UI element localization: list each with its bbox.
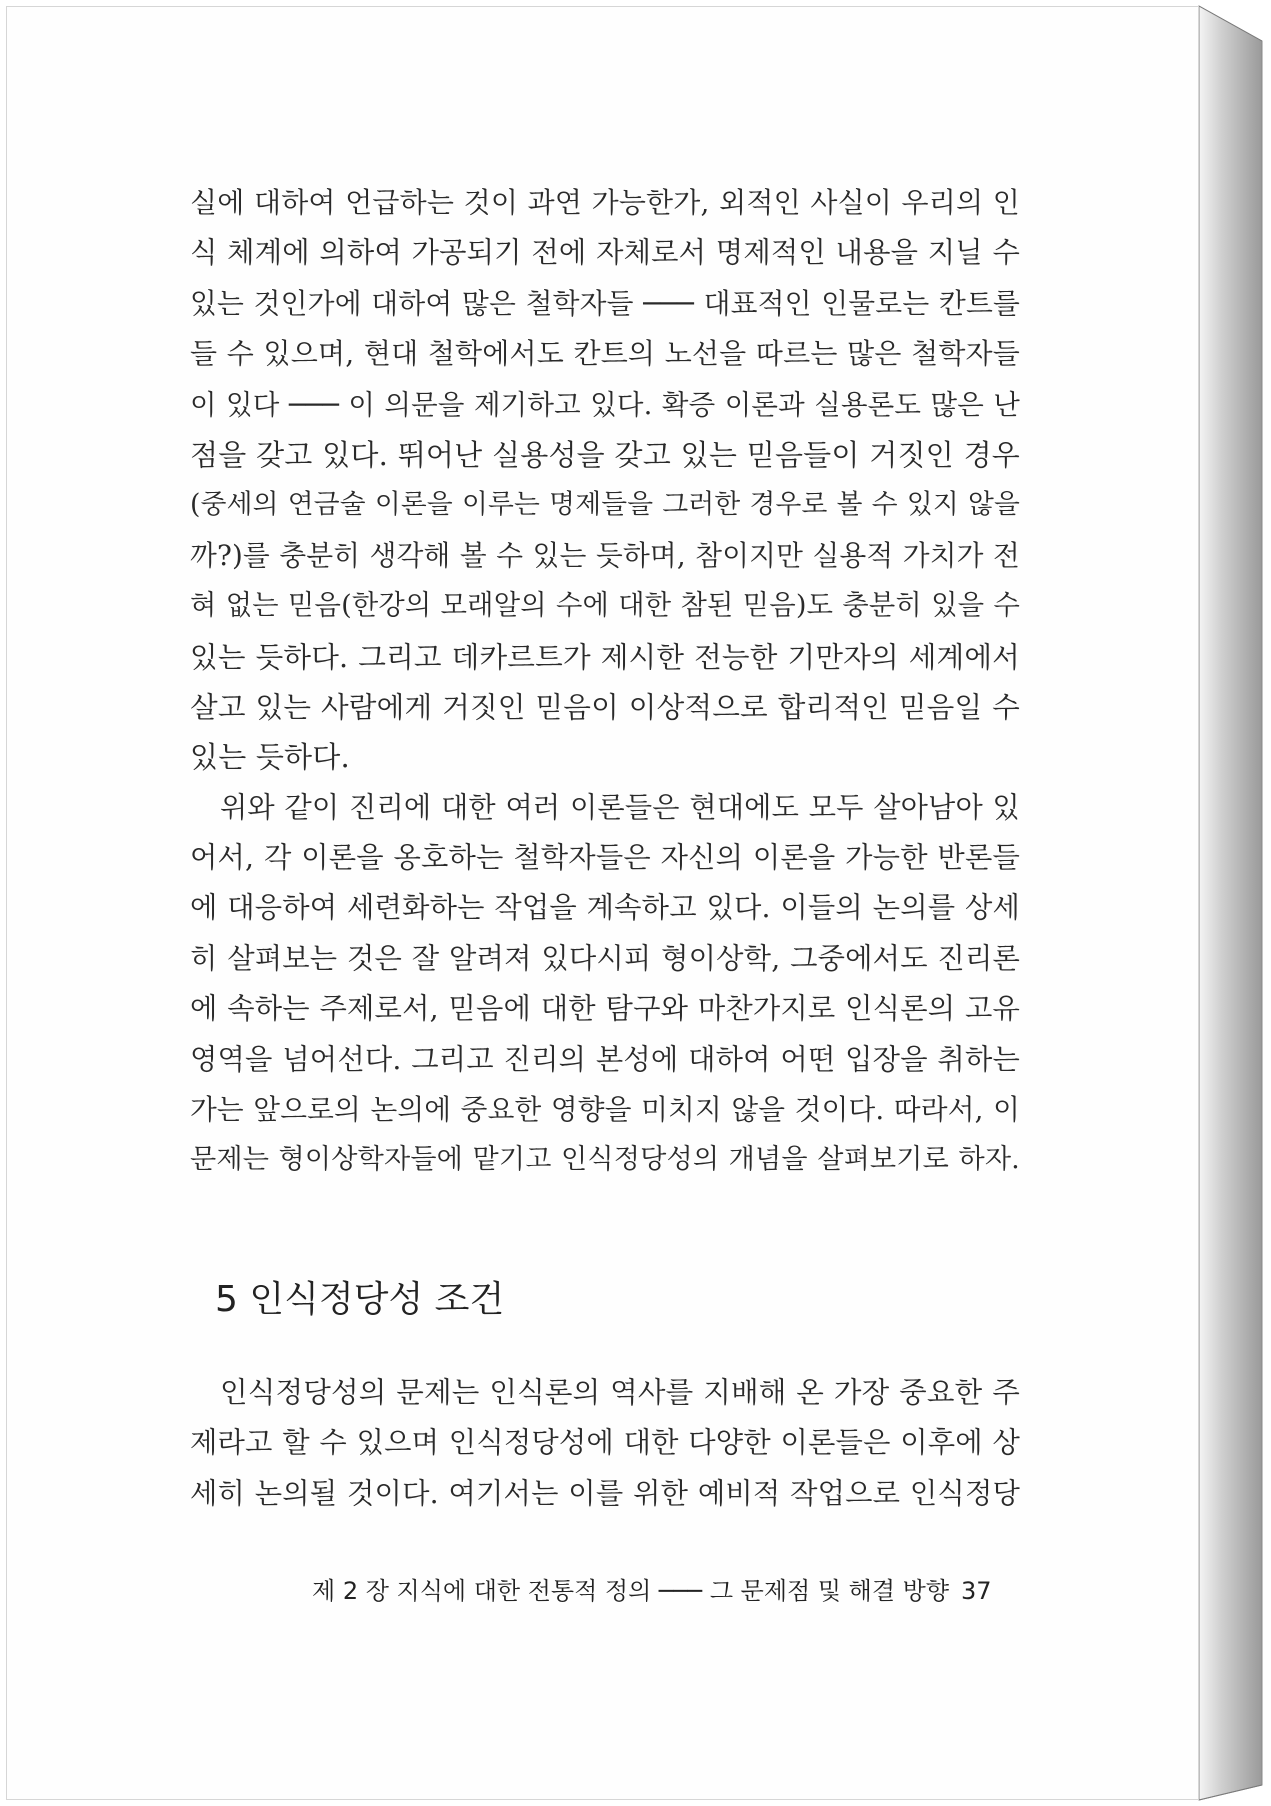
text-line: 있는 것인가에 대하여 많은 철학자들 ─── 대표적인 인물로는 칸트를 (190, 286, 1020, 320)
text-line: 살고 있는 사람에게 거짓인 믿음이 이상적으로 합리적인 믿음일 수 (190, 689, 1020, 724)
chapter-title: 제 2 장 지식에 대한 전통적 정의 ─── 그 문제점 및 해결 방향 (312, 1577, 950, 1605)
text-line: 세히 논의될 것이다. 여기서는 이를 위한 예비적 작업으로 인식정당 (190, 1476, 1020, 1510)
text-line: 영역을 넘어선다. 그리고 진리의 본성에 대하여 어떤 입장을 취하는 (190, 1042, 1020, 1076)
text-line: 에 대응하여 세련화하는 작업을 계속하고 있다. 이들의 논의를 상세 (190, 891, 1020, 925)
text-line: (중세의 연금술 이론을 이루는 명제들을 그러한 경우로 볼 수 있지 않을 (190, 489, 1020, 521)
text-line: 점을 갖고 있다. 뛰어난 실용성을 갖고 있는 믿음들이 거짓인 경우 (190, 437, 1020, 472)
text-line: 실에 대하여 언급하는 것이 과연 가능한가, 외적인 사실이 우리의 인 (190, 186, 1020, 219)
page-number: 37 (961, 1577, 992, 1605)
text-line: 들 수 있으며, 현대 철학에서도 칸트의 노선을 따르는 많은 철학자들 (190, 337, 1020, 371)
text-line: 가는 앞으로의 논의에 중요한 영향을 미치지 않을 것이다. 따라서, 이 (190, 1093, 1020, 1127)
text-line: 까?)를 충분히 생각해 볼 수 있는 듯하며, 참이지만 실용적 가치가 전 (190, 538, 1020, 572)
text-line: 문제는 형이상학자들에 맡기고 인식정당성의 개념을 살펴보기로 하자. (190, 1144, 1020, 1176)
section-paragraph (190, 1368, 1020, 1519)
running-footer (312, 1571, 992, 1611)
text-line: 에 속하는 주제로서, 믿음에 대한 탐구와 마찬가지로 인식론의 고유 (190, 992, 1020, 1026)
section-heading: 5 인식정당성 조건 (215, 1279, 505, 1320)
text-line: 히 살펴보는 것은 잘 알려져 있다시피 형이상학, 그중에서도 진리론 (190, 941, 1020, 975)
text-line: 있는 듯하다. (190, 740, 350, 775)
text-line: 이 있다 ─── 이 의문을 제기하고 있다. 확증 이론과 실용론도 많은 난 (190, 388, 1020, 421)
text-line: 있는 듯하다. 그리고 데카르트가 제시한 전능한 기만자의 세계에서 (190, 639, 1020, 674)
text-line: 식 체계에 의하여 가공되기 전에 자체로서 명제적인 내용을 지닐 수 (190, 236, 1020, 270)
text-line: 어서, 각 이론을 옹호하는 철학자들은 자신의 이론을 가능한 반론들 (190, 841, 1020, 875)
text-line: 혀 없는 믿음(한강의 모래알의 수에 대한 참된 믿음)도 충분히 있을 수 (190, 590, 1020, 622)
text-line-indented: 위와 같이 진리에 대한 여러 이론들은 현대에도 모두 살아남아 있 (220, 790, 1020, 824)
text-line: 제라고 할 수 있으며 인식정당성에 대한 다양한 이론들은 이후에 상 (190, 1426, 1020, 1460)
paragraph-continuation (190, 178, 1020, 1186)
text-line-indented: 인식정당성의 문제는 인식론의 역사를 지배해 온 가장 중요한 주 (220, 1376, 1020, 1409)
